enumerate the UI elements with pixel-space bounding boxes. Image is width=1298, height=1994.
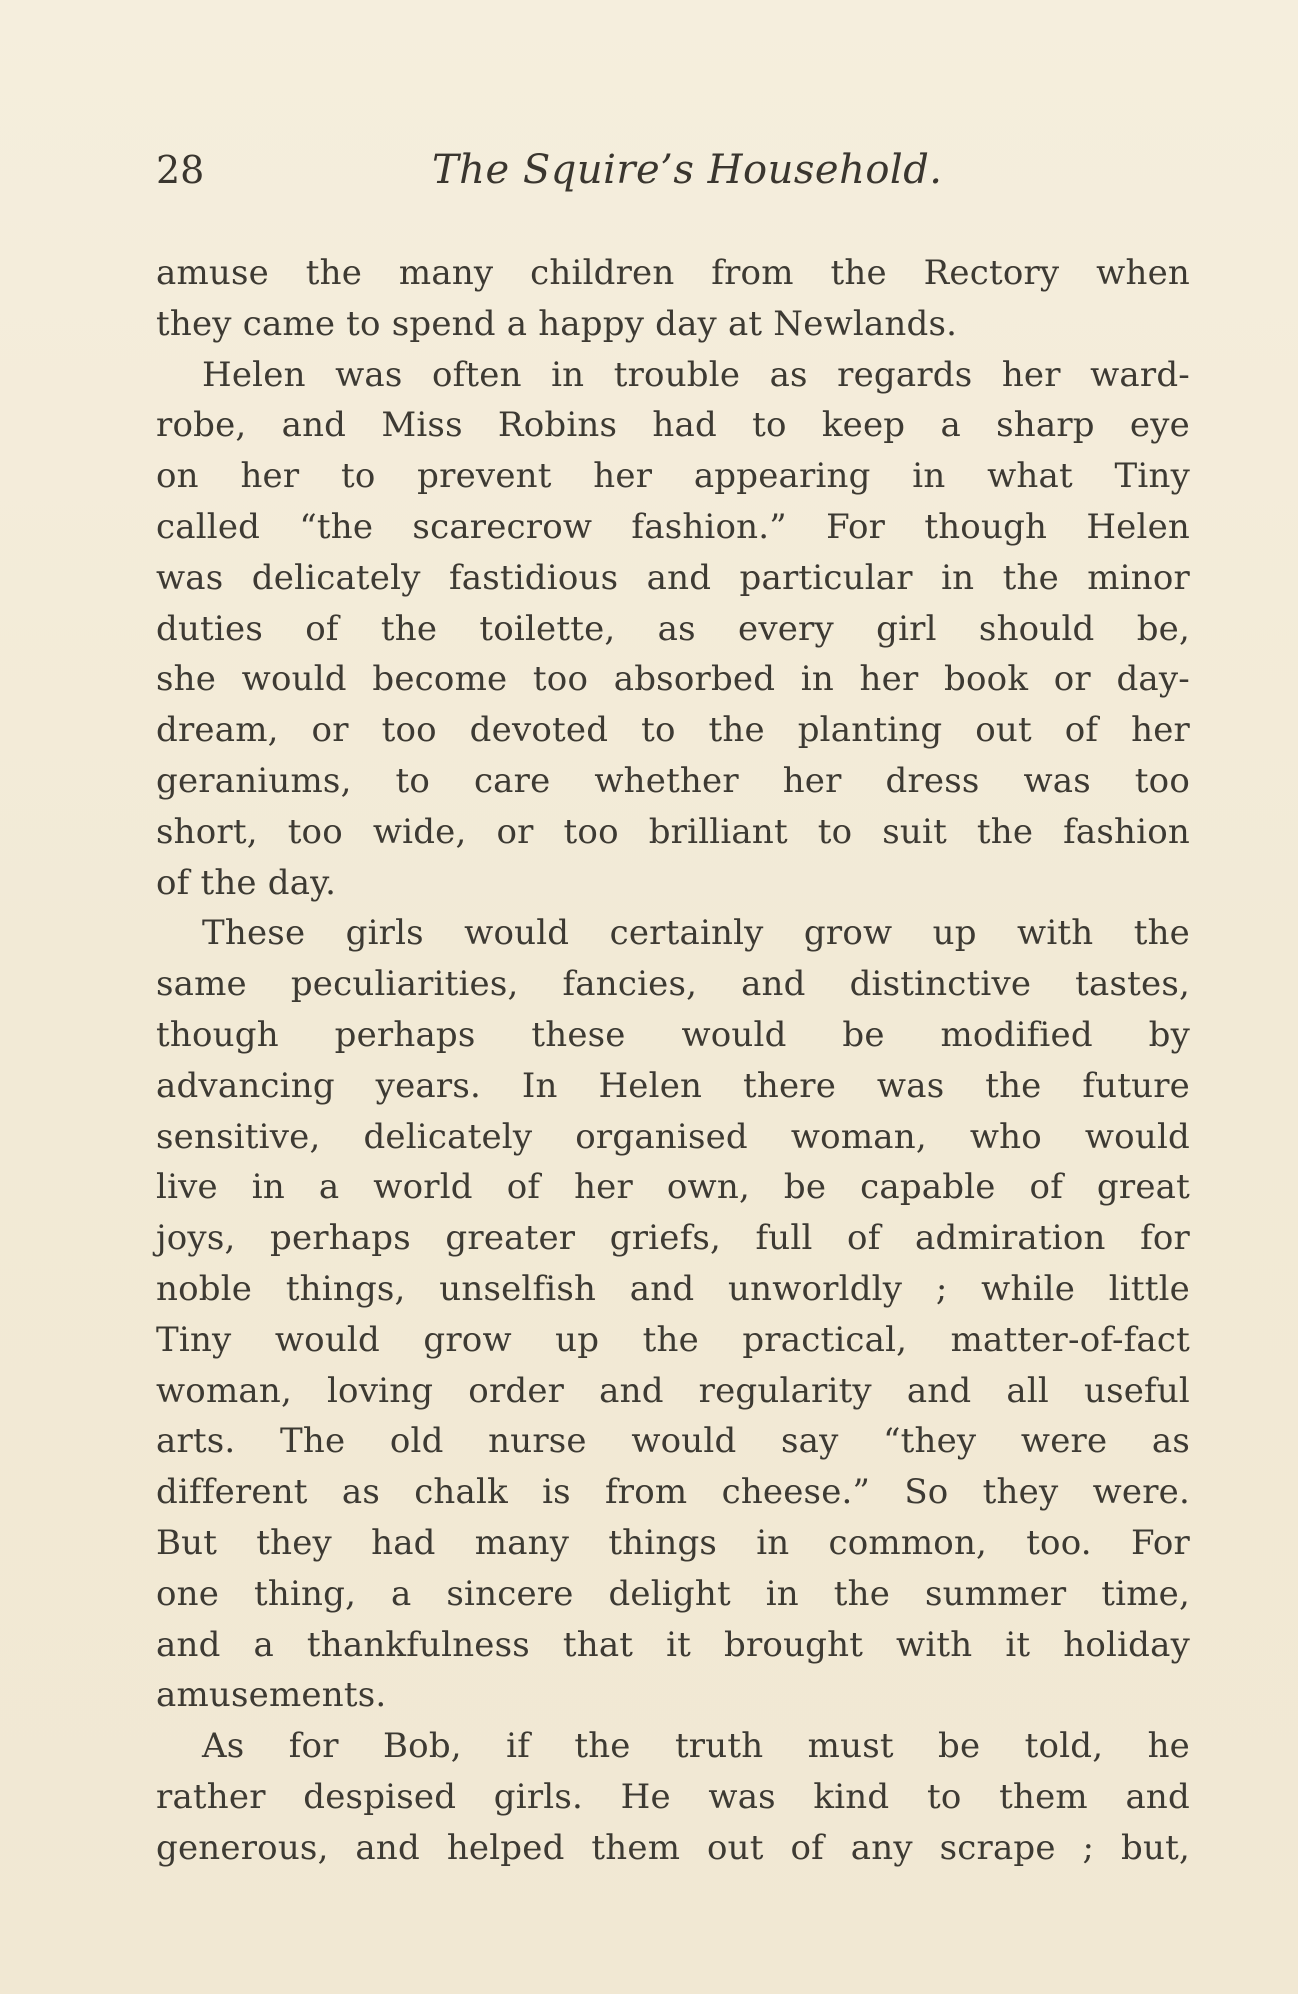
text-line: live in a world of her own, be capable of great [156,1167,1190,1208]
text-line: generous, and helped them out of any scrape ; but, [156,1827,1190,1868]
text-line: arts. The old nurse would say “they were as [156,1421,1190,1462]
text-line: noble things, unselfish and unworldly ; while little [156,1268,1190,1309]
text-line: called “the scarecrow fashion.” For though Helen [156,506,1190,547]
text-line: amusements. [156,1675,387,1716]
text-line: they came to spend a happy day at Newlands. [156,303,958,344]
text-line: dream, or too devoted to the planting out of her [156,710,1190,751]
text-line: geraniums, to care whether her dress was too [156,760,1190,801]
text-line: same peculiarities, fancies, and distinctive tastes, [156,964,1190,1005]
running-title: The Squire’s Household. [432,147,943,193]
text-line: though perhaps these would be modified by [156,1014,1190,1055]
text-line: woman, loving order and regularity and all useful [156,1370,1190,1411]
text-line: advancing years. In Helen there was the future [156,1065,1190,1106]
page-header [156,140,1196,200]
text-line: joys, perhaps greater griefs, full of admiration for [156,1218,1190,1259]
text-line: These girls would certainly grow up with the [202,913,1190,954]
page-number: 28 [156,148,205,192]
text-line: As for Bob, if the truth must be told, he [202,1726,1190,1767]
text-line: robe, and Miss Robins had to keep a sharp eye [156,405,1190,446]
text-line: Helen was often in trouble as regards her ward- [202,354,1190,395]
text-line: rather despised girls. He was kind to them and [156,1776,1190,1817]
text-line: Tiny would grow up the practical, matter-of-fact [156,1319,1190,1360]
text-line: short, too wide, or too brilliant to suit the fashion [156,811,1190,852]
text-line: duties of the toilette, as every girl should be, [156,608,1190,649]
text-line: was delicately fastidious and particular in the minor [156,557,1190,598]
body-text [156,248,1190,1874]
text-line: on her to prevent her appearing in what Tiny [156,456,1190,497]
text-line: But they had many things in common, too. For [156,1522,1190,1563]
text-line: she would become too absorbed in her book or day- [156,659,1190,700]
text-line: of the day. [156,862,337,903]
text-line: different as chalk is from cheese.” So they were. [156,1472,1190,1513]
text-line: amuse the many children from the Rectory when [156,253,1190,293]
text-line: sensitive, delicately organised woman, who would [156,1116,1190,1157]
text-line: and a thankfulness that it brought with it holiday [156,1624,1190,1665]
text-line: one thing, a sincere delight in the summer time, [156,1573,1190,1614]
